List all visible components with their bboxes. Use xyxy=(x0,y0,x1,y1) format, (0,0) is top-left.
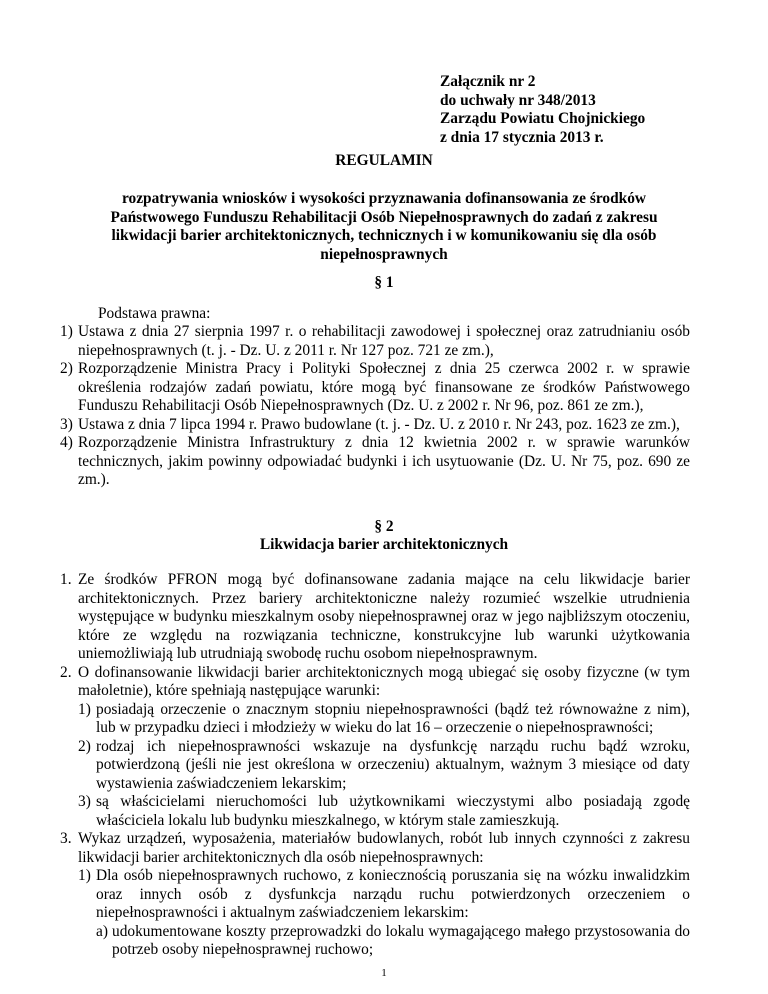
document-subtitle: rozpatrywania wniosków i wysokości przyznawania dofinansowania ze środków Państwowego Funduszu Rehabilitacji Osób Niepełnosprawnych do zadań z zakresu likwidacji barier architektonicznych, technicznych i w komunikowaniu się dla osób niepełnosprawnych xyxy=(110,190,658,263)
document-title: REGULAMIN xyxy=(335,152,433,169)
attachment-line: do uchwały nr 348/2013 xyxy=(440,91,596,109)
sub-list-item xyxy=(78,738,690,794)
item-number: 3) xyxy=(78,793,91,810)
sub-list-item xyxy=(78,867,690,960)
item-number: 2) xyxy=(78,737,91,755)
section-2-heading: § 2 xyxy=(374,518,394,535)
item-number: 1) xyxy=(78,700,91,718)
section-1-heading: § 1 xyxy=(374,274,394,291)
page-number: 1 xyxy=(381,967,387,979)
sub-sub-list-item xyxy=(96,923,690,960)
item-number: a) xyxy=(96,922,108,940)
item-text: Ustawa z dnia 7 lipca 1994 r. Prawo budowlane (t. j. - Dz. U. z 2010 r. Nr 243, poz. 1623 ze zm.), xyxy=(78,415,680,433)
item-text: O dofinansowanie likwidacji barier architektonicznych mogą ubiegać się osoby fizyczne (w tym małoletnie), które spełniają następujące warunki: xyxy=(78,663,690,699)
item-number: 3. xyxy=(60,830,72,847)
attachment-line: z dnia 17 stycznia 2013 r. xyxy=(440,128,604,146)
attachment-line: Zarządu Powiatu Chojnickiego xyxy=(440,110,646,127)
legal-basis-label: Podstawa prawna: xyxy=(98,305,211,322)
item-text: posiadają orzeczenie o znacznym stopniu niepełnosprawności (bądź też równoważne z nim), lub w przypadku dzieci i młodzieży w wieku do lat 16 – orzeczenie o niepełnosprawności; xyxy=(96,700,690,736)
item-text: udokumentowane koszty przeprowadzki do lokalu wymagającego małego przystosowania do potrzeb osoby niepełnosprawnej ruchowo; xyxy=(112,922,690,958)
item-text: Wykaz urządzeń, wyposażenia, materiałów budowlanych, robót lub innych czynności z zakresu likwidacji barier architektonicznych dla osób niepełnosprawnych: xyxy=(78,830,690,866)
item-text: rodzaj ich niepełnosprawności wskazuje na dysfunkcję narządu ruchu bądź wzroku, potwierdzoną (jeśli nie jest określona w orzeczeniu) aktualnym, ważnym 3 miesiące od daty wystawienia zaświadczeniem lekarskim; xyxy=(96,737,690,792)
attachment-line: Załącznik nr 2 xyxy=(440,73,536,90)
section-2-title: Likwidacja barier architektonicznych xyxy=(259,536,509,553)
list-item xyxy=(60,416,690,435)
list-item xyxy=(60,830,690,960)
item-number: 1. xyxy=(60,571,72,588)
item-number: 4) xyxy=(60,434,73,451)
item-text: Dla osób niepełnosprawnych ruchowo, z koniecznością poruszania się na wózku inwalidzkim oraz innych osób z dysfunkcja narządu ruchu potwierdzonych orzeczeniem o niepełnosprawności i aktualnym zaświadczeniem lekarskim: xyxy=(96,867,690,921)
legal-basis-list xyxy=(60,323,690,490)
list-item xyxy=(60,571,690,664)
item-text: Ze środków PFRON mogą być dofinansowane zadania mające na celu likwidacje barier architektonicznych. Przez bariery architektoniczne należy rozumieć wszelkie utrudnienia występujące w budynku mieszkalnym osoby niepełnosprawnej oraz w jego najbliższym otoczeniu, które ze względu na rozwiązania techniczne, konstrukcyjne lub warunki użytkowania uniemożliwiają lub utrudniają swobodę ruchu osobom niepełnosprawnym. xyxy=(78,571,690,662)
item-number: 2) xyxy=(60,360,73,377)
list-item xyxy=(60,323,690,360)
item-number: 1) xyxy=(60,323,73,340)
list-item xyxy=(60,360,690,416)
item-number: 1) xyxy=(78,867,91,884)
sub-list-item xyxy=(78,701,690,738)
item-text: Ustawa z dnia 27 sierpnia 1997 r. o rehabilitacji zawodowej i społecznej oraz zatrudnianiu osób niepełnosprawnych (t. j. - Dz. U. z 2011 r. Nr 127 poz. 721 ze zm.), xyxy=(78,323,690,359)
list-item xyxy=(60,664,690,831)
item-text: Rozporządzenie Ministra Infrastruktury z dnia 12 kwietnia 2002 r. w sprawie warunków technicznych, jakim powinny odpowiadać budynki i ich usytuowanie (Dz. U. Nr 75, poz. 690 ze zm.). xyxy=(78,434,690,488)
section-2-list xyxy=(60,571,690,960)
item-text: Rozporządzenie Ministra Pracy i Polityki Społecznej z dnia 25 czerwca 2002 r. w sprawie określenia rodzajów zadań powiatu, które mogą być finansowane ze środków Państwowego Funduszu Rehabilitacji Osób Niepełnosprawnych (Dz. U. z 2002 r. Nr 96, poz. 861 ze zm.), xyxy=(78,360,690,414)
item-number: 2. xyxy=(60,663,72,681)
item-number: 3) xyxy=(60,415,73,433)
list-item xyxy=(60,434,690,490)
attachment-header xyxy=(440,73,645,147)
sub-list-item xyxy=(78,793,690,830)
item-text: są właścicielami nieruchomości lub użytkownikami wieczystymi albo posiadają zgodę właściciela lokalu lub budynku mieszkalnego, w którym stale zamieszkują. xyxy=(96,793,690,829)
